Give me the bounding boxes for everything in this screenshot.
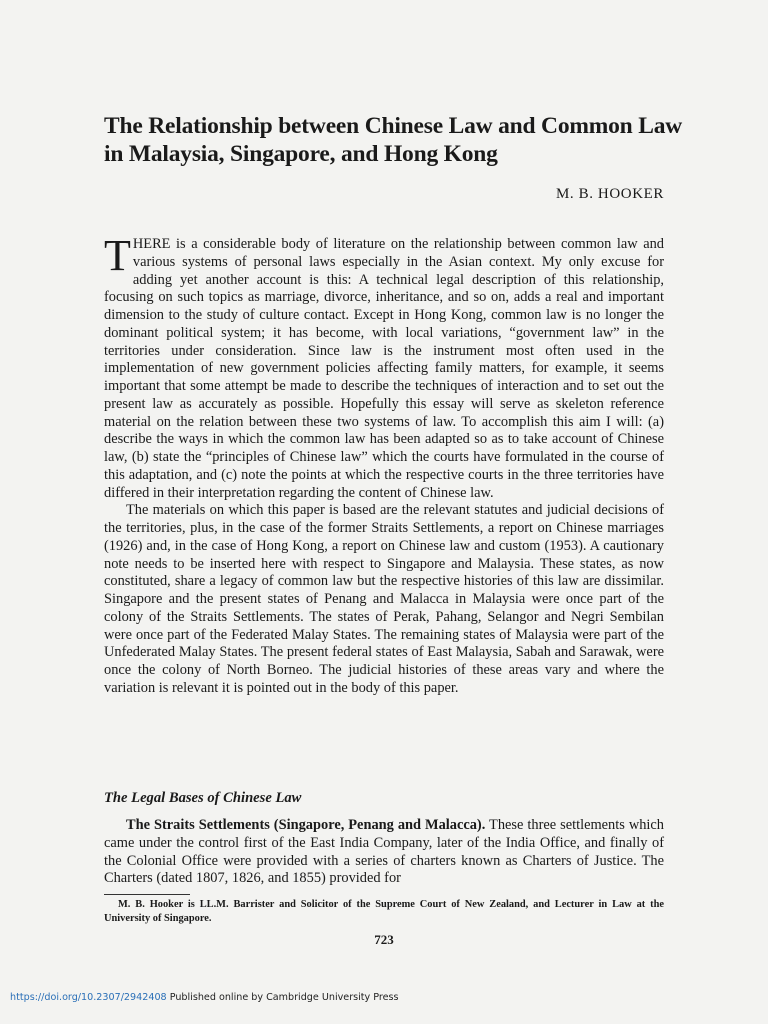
published-online-text: Published online by Cambridge University Press (166, 992, 399, 1003)
drop-cap: T (104, 231, 131, 280)
run-in-heading: The Straits Settlements (Singapore, Penang and Malacca). (126, 817, 486, 833)
paragraph-1 (104, 231, 664, 502)
page-number: 723 (374, 932, 394, 947)
paragraph-1-text: HERE is a considerable body of literature on the relationship between common law and various systems of personal laws especially in the Asian context. My only excuse for adding yet another account is this: A technical legal description of this relationship, focusing on such topics as marriage, divorce, inheritance, and so on, adds a real and important dimension to the study of culture contact. Except in Hong Kong, common law is no longer the dominant political system; it has become, with local variations, “government law” in the territories under consideration. Since law is the instrument most often used in the implementation of new government policies affecting family matters, for example, it seems important that some attempt be made to describe the techniques of interaction and to set out the present law as accurately as possible. Hopefully this essay will serve as skeleton reference material on the relation between these two systems of law. To accomplish this aim I will: (a) describe the ways in which the common law has been adapted so as to take account of Chinese law, (b) state the “principles of Chinese law” which the courts have formulated in the course of this adaptation, and (c) note the points at which the respective courts in the three territories have differed in their interpretation regarding the content of Chinese law. (104, 236, 664, 501)
paragraph-3 (104, 817, 664, 888)
footnote-divider (104, 894, 190, 895)
article-title: The Relationship between Chinese Law and Common Law in Malaysia, Singapore, and Hong Kong (104, 113, 683, 167)
paragraph-2: The materials on which this paper is based are the relevant statutes and judicial decisions of the territories, plus, in the case of the former Straits Settlements, a report on Chinese marriages (1926) and, in the case of Hong Kong, a report on Chinese law and custom (1953). A cautionary note needs to be inserted here with respect to Singapore and Malaysia. These states, as now constituted, share a legacy of common law but the respective histories of this law are dissimilar. Singapore and the present states of Penang and Malacca in Malaysia were once part of the colony of the Straits Settlements. The states of Perak, Pahang, Selangor and Negri Sembilan were once part of the Federated Malay States. The remaining states of Malaysia were part of the Unfederated Malay States. The present federal states of East Malaysia, Sabah and Sarawak, were once the colony of North Borneo. The judicial histories of these areas vary and where the variation is relevant it is pointed out in the body of this paper. (104, 502, 664, 696)
article-author: M. B. HOOKER (555, 186, 664, 202)
section-heading: The Legal Bases of Chinese Law (104, 790, 302, 806)
paragraph-3-text: These three settlements which came under the control first of the East India Company, later of the India Office, and finally of the Colonial Office were provided with a series of charters known as Charters of Justice. The Charters (dated 1807, 1826, and 1855) provided for (104, 817, 664, 887)
publisher-line (10, 992, 399, 1003)
article-body (104, 231, 664, 698)
author-footnote-text: M. B. Hooker is LL.M. Barrister and Solicitor of the Supreme Court of New Zealand, and Lecturer in Law at the University of Singapore. (104, 899, 664, 924)
article-body-continued (104, 817, 664, 888)
doi-link[interactable]: https://doi.org/10.2307/2942408 (10, 992, 167, 1003)
author-footnote (104, 898, 664, 926)
